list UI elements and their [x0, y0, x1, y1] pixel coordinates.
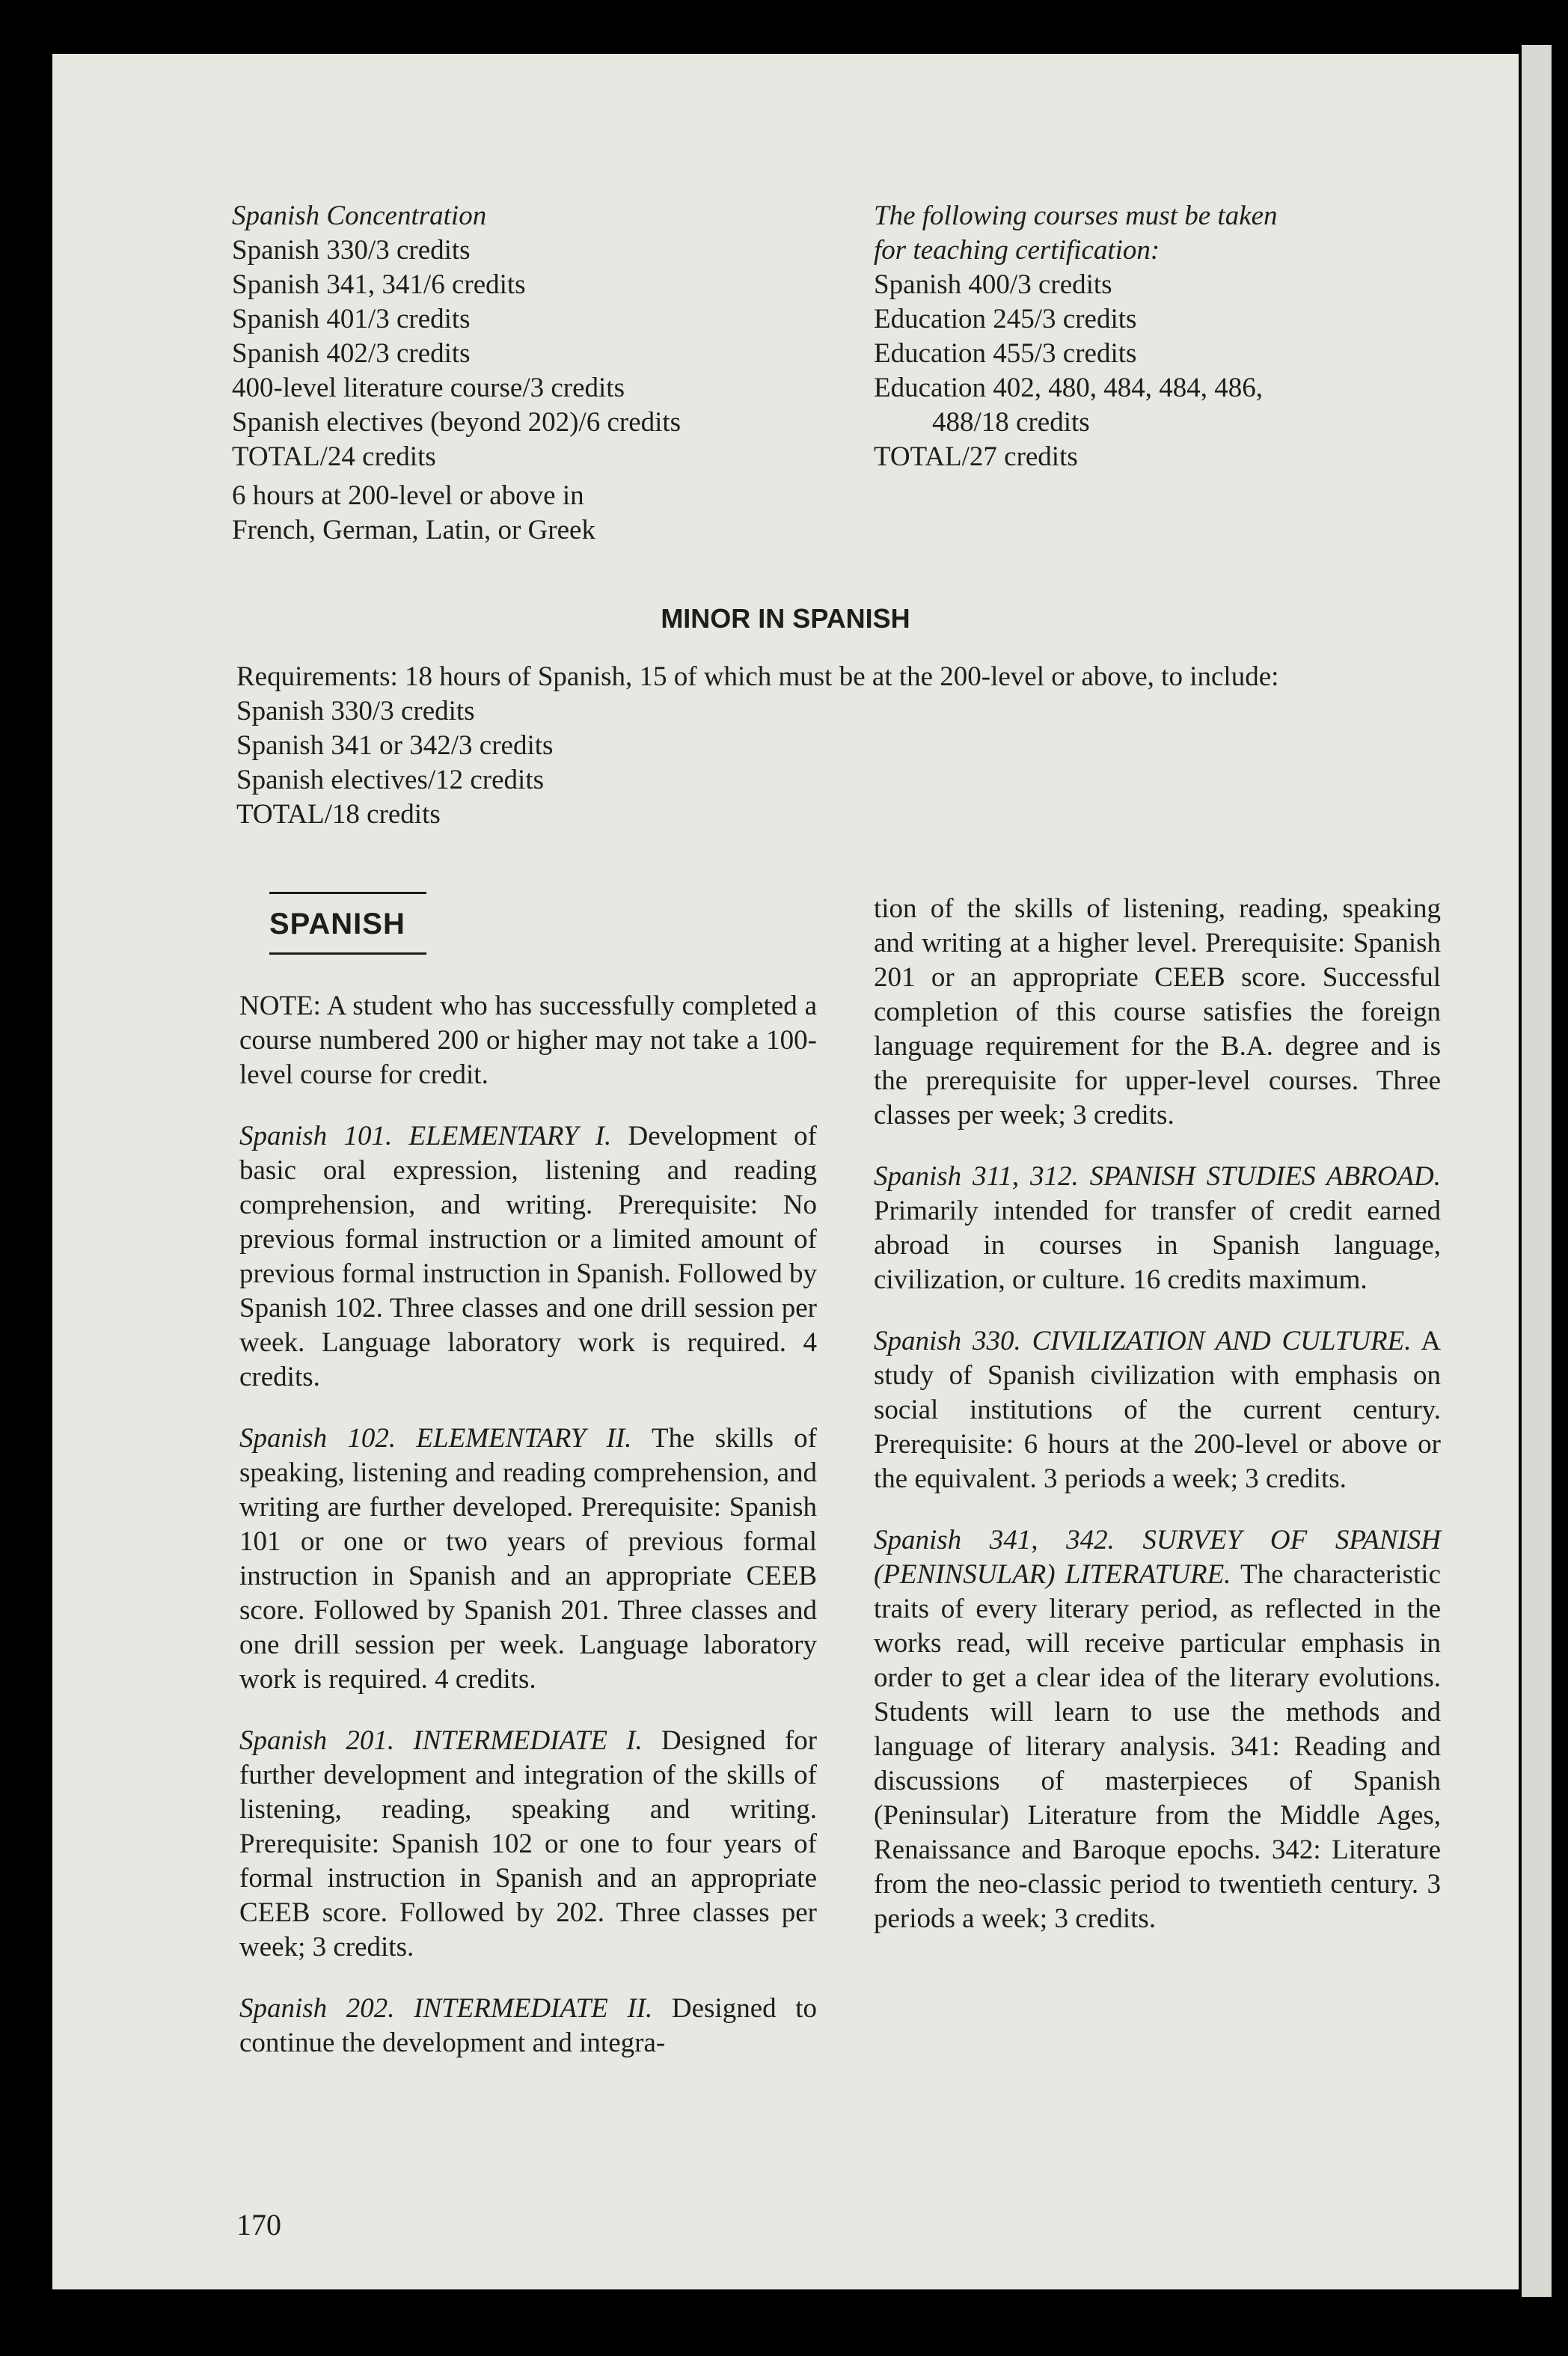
course-entry	[874, 1160, 1441, 1297]
course-description: Designed to continue the development and integra-	[239, 1993, 817, 2058]
minor-line: Spanish 330/3 credits	[236, 696, 475, 726]
course-entry	[239, 1422, 817, 1697]
concentration-line: Spanish electives (beyond 202)/6 credits	[232, 407, 682, 438]
course-entry	[239, 1992, 817, 2060]
certification-line: Education 455/3 credits	[874, 338, 1137, 369]
course-title: Spanish 341, 342. SURVEY OF SPANISH (PENINSULAR) LITERATURE.	[874, 1525, 1441, 1590]
catalog-page	[52, 54, 1519, 2289]
concentration-line: Spanish 402/3 credits	[232, 338, 471, 369]
certification-line: Spanish 400/3 credits	[874, 269, 1112, 300]
course-title: Spanish 101. ELEMENTARY I.	[239, 1121, 612, 1151]
course-description: Primarily intended for transfer of credit earned abroad in courses in Spanish language, civilization, or culture. 16 credits maximum.	[874, 1196, 1441, 1295]
concentration-line: Spanish 401/3 credits	[232, 304, 471, 334]
spanish-concentration	[232, 199, 696, 548]
course-title: Spanish 311, 312. SPANISH STUDIES ABROAD.	[874, 1161, 1441, 1192]
teaching-certification	[874, 199, 1442, 474]
course-entry	[874, 1324, 1441, 1496]
course-entry	[874, 1523, 1441, 1936]
course-title: Spanish 330. CIVILIZATION AND CULTURE.	[874, 1326, 1412, 1356]
minor-title: MINOR IN SPANISH	[661, 603, 910, 634]
minor-requirements	[236, 660, 1478, 832]
minor-line: Spanish electives/12 credits	[236, 765, 545, 795]
course-title: Spanish 102. ELEMENTARY II.	[239, 1423, 632, 1454]
section-heading: SPANISH	[269, 892, 426, 955]
certification-total: TOTAL/27 credits	[874, 441, 1078, 472]
course-entry	[239, 1119, 817, 1395]
minor-line: Spanish 341 or 342/3 credits	[236, 730, 554, 761]
minor-requirements-text: Requirements: 18 hours of Spanish, 15 of which must be at the 200-level or above, to include:	[236, 661, 1279, 692]
concentration-line: Spanish 341, 341/6 credits	[232, 269, 526, 300]
concentration-title: Spanish Concentration	[232, 201, 487, 231]
concentration-note: 6 hours at 200-level or above in	[232, 480, 584, 511]
concentration-note: French, German, Latin, or Greek	[232, 515, 595, 545]
course-description: Designed for further development and integration of the skills of listening, reading, speaking and writing. Prerequisite: Spanish 102 or one to four years of formal instruction in Spanish and an appropriate CEEB score. Followed by 202. Three classes per week; 3 credits.	[239, 1725, 818, 1962]
minor-total: TOTAL/18 credits	[236, 799, 441, 830]
continuation-paragraph: tion of the skills of listening, reading, speaking and writing at a higher level. Prerequisite: Spanish 201 or an appropriate CEEB score. Successful completion of this course satisfies the foreign language requirement for the B.A. degree and is the prerequisite for upper-level courses. Three classes per week; 3 credits.	[874, 893, 1441, 1130]
page-number: 170	[236, 2208, 281, 2242]
certification-title: for teaching certification:	[874, 235, 1160, 266]
right-column	[874, 892, 1441, 1963]
certification-line: 488/18 credits	[932, 407, 1090, 438]
note-paragraph: NOTE: A student who has successfully completed a course numbered 200 or higher may not take a 100-level course for credit.	[239, 991, 817, 1090]
certification-line: Education 402, 480, 484, 484, 486,	[874, 373, 1264, 403]
left-column	[239, 989, 817, 2087]
course-entry	[239, 1724, 817, 1965]
course-title: Spanish 201. INTERMEDIATE I.	[239, 1725, 643, 1756]
certification-line: Education 245/3 credits	[874, 304, 1137, 334]
course-title: Spanish 202. INTERMEDIATE II.	[239, 1993, 653, 2024]
certification-title: The following courses must be taken	[874, 201, 1278, 231]
concentration-total: TOTAL/24 credits	[232, 441, 436, 472]
course-description: The characteristic traits of every literary period, as reflected in the works read, will receive particular emphasis in order to get a clear idea of the literary evolutions. Students will learn to use the methods and language of literary analysis. 341: Reading and discussions of masterpieces of Spanish (Peninsular) Literature from the Middle Ages, Renaissance and Baroque epochs. 342: Literature from the neo-classic period to twentieth century. 3 periods a week; 3 credits.	[874, 1559, 1441, 1934]
facing-page-edge	[1522, 45, 1552, 2297]
concentration-line: 400-level literature course/3 credits	[232, 373, 625, 403]
concentration-line: Spanish 330/3 credits	[232, 235, 471, 266]
course-description: Development of basic oral expression, listening and reading comprehension, and writing. Prerequisite: No previous formal instruction or a limited amount of previous formal instruction in Spanish. Followed by Spanish 102. Three classes and one drill session per week. Language laboratory work is required. 4 credits.	[239, 1121, 817, 1392]
course-description: The skills of speaking, listening and reading comprehension, and writing are further developed. Prerequisite: Spanish 101 or one or two years of previous formal instruction in Spanish and an appropriate CEEB score. Followed by Spanish 201. Three classes and one drill session per week. Language laboratory work is required. 4 credits.	[239, 1423, 817, 1695]
course-description: A study of Spanish civilization with emphasis on social institutions of the current century. Prerequisite: 6 hours at the 200-level or above or the equivalent. 3 periods a week; 3 credits.	[874, 1326, 1442, 1494]
